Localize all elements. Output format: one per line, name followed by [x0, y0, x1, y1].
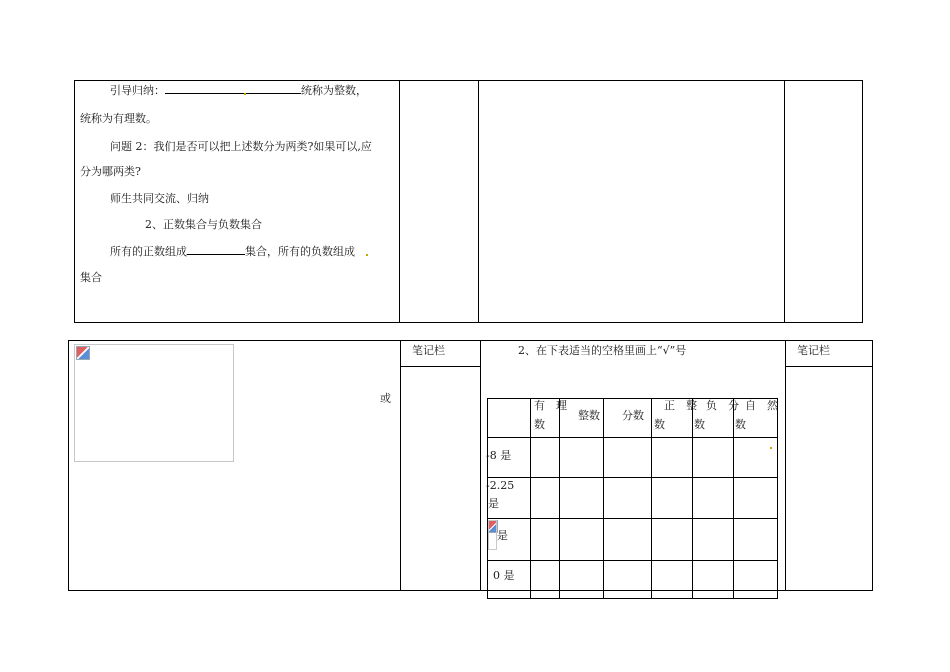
notes-right-underline	[785, 366, 872, 367]
induction-prefix: 引导归纳：	[110, 84, 165, 97]
or-text: 或	[380, 392, 391, 405]
header-natural-l1: 自 然	[745, 399, 778, 412]
check-table-vline	[651, 398, 652, 599]
notes-label-right: 笔记栏	[797, 344, 830, 357]
header-rational-l2: 数	[534, 418, 545, 431]
header-positive-integer-l1: 正 整	[664, 399, 697, 412]
check-table-vline	[530, 398, 531, 599]
top-table-divider-2	[478, 80, 479, 323]
notes-label-left: 笔记栏	[412, 344, 445, 357]
question-2-cont: 分为哪两类?	[80, 165, 141, 178]
rational-line: 统称为有理数。	[80, 112, 157, 125]
set-line: 集合	[80, 271, 102, 284]
image-placeholder	[74, 344, 234, 462]
header-positive-integer-l2: 数	[654, 418, 665, 431]
bottom-table-divider-1	[400, 340, 401, 591]
negative-text: 集合，所有的负数	[245, 245, 333, 258]
top-table-divider-3	[784, 80, 785, 323]
check-table-vline	[559, 398, 560, 599]
row-label-neg225-l1: -2.25	[486, 479, 515, 492]
check-table-vline	[603, 398, 604, 599]
inline-image-frame	[488, 520, 497, 550]
induction-line	[110, 83, 367, 98]
marker-dot	[770, 447, 772, 449]
top-table-border-right	[862, 80, 863, 323]
exercise-instruction: 2、在下表适当的空格里画上“√”号	[518, 344, 687, 357]
marker-dot	[366, 254, 368, 256]
discussion-line: 师生共同交流、归纳	[110, 192, 209, 205]
bottom-table-border-left	[68, 340, 69, 591]
header-negative-fraction-l1: 负 分	[706, 399, 739, 412]
question-2: 问题 2：我们是否可以把上述数分为两类?如果可以,应	[110, 140, 372, 153]
bottom-table-border-bottom	[68, 590, 873, 591]
induction-suffix: 统称为整数，	[301, 84, 367, 97]
bottom-table-divider-2	[480, 340, 481, 591]
blank-field-3	[187, 244, 245, 255]
row-label-image: 是	[497, 529, 508, 542]
bottom-table-border-top	[68, 340, 873, 341]
section-heading: 2、正数集合与负数集合	[145, 218, 262, 231]
header-fraction: 分数	[622, 409, 644, 422]
top-table-border-bottom	[74, 322, 863, 323]
bottom-table-divider-3	[785, 340, 786, 591]
blank-field-1	[165, 83, 235, 94]
top-table-divider-1	[399, 80, 400, 323]
row-label-neg8: -8 是	[486, 449, 512, 462]
broken-image-icon	[76, 346, 90, 360]
row-label-neg225-l2: 是	[488, 497, 499, 510]
header-rational-l1: 有 理	[534, 399, 567, 412]
check-table-vline	[692, 398, 693, 599]
notes-left-underline	[400, 366, 480, 367]
header-negative-fraction-l2: 数	[694, 418, 705, 431]
compose-text: 组成	[333, 245, 355, 258]
check-table-vline	[777, 398, 778, 599]
positive-negative-line	[110, 244, 355, 259]
top-table-border-top	[74, 80, 863, 81]
top-table-border-left	[74, 80, 75, 323]
header-integer: 整数	[578, 409, 600, 422]
marker-dot	[244, 93, 246, 95]
positive-text: 所有的正数组成	[110, 245, 187, 258]
bottom-table-border-right	[872, 340, 873, 591]
check-table-vline	[733, 398, 734, 599]
header-natural-l2: 数	[735, 418, 746, 431]
row-label-zero: 0 是	[493, 569, 515, 582]
